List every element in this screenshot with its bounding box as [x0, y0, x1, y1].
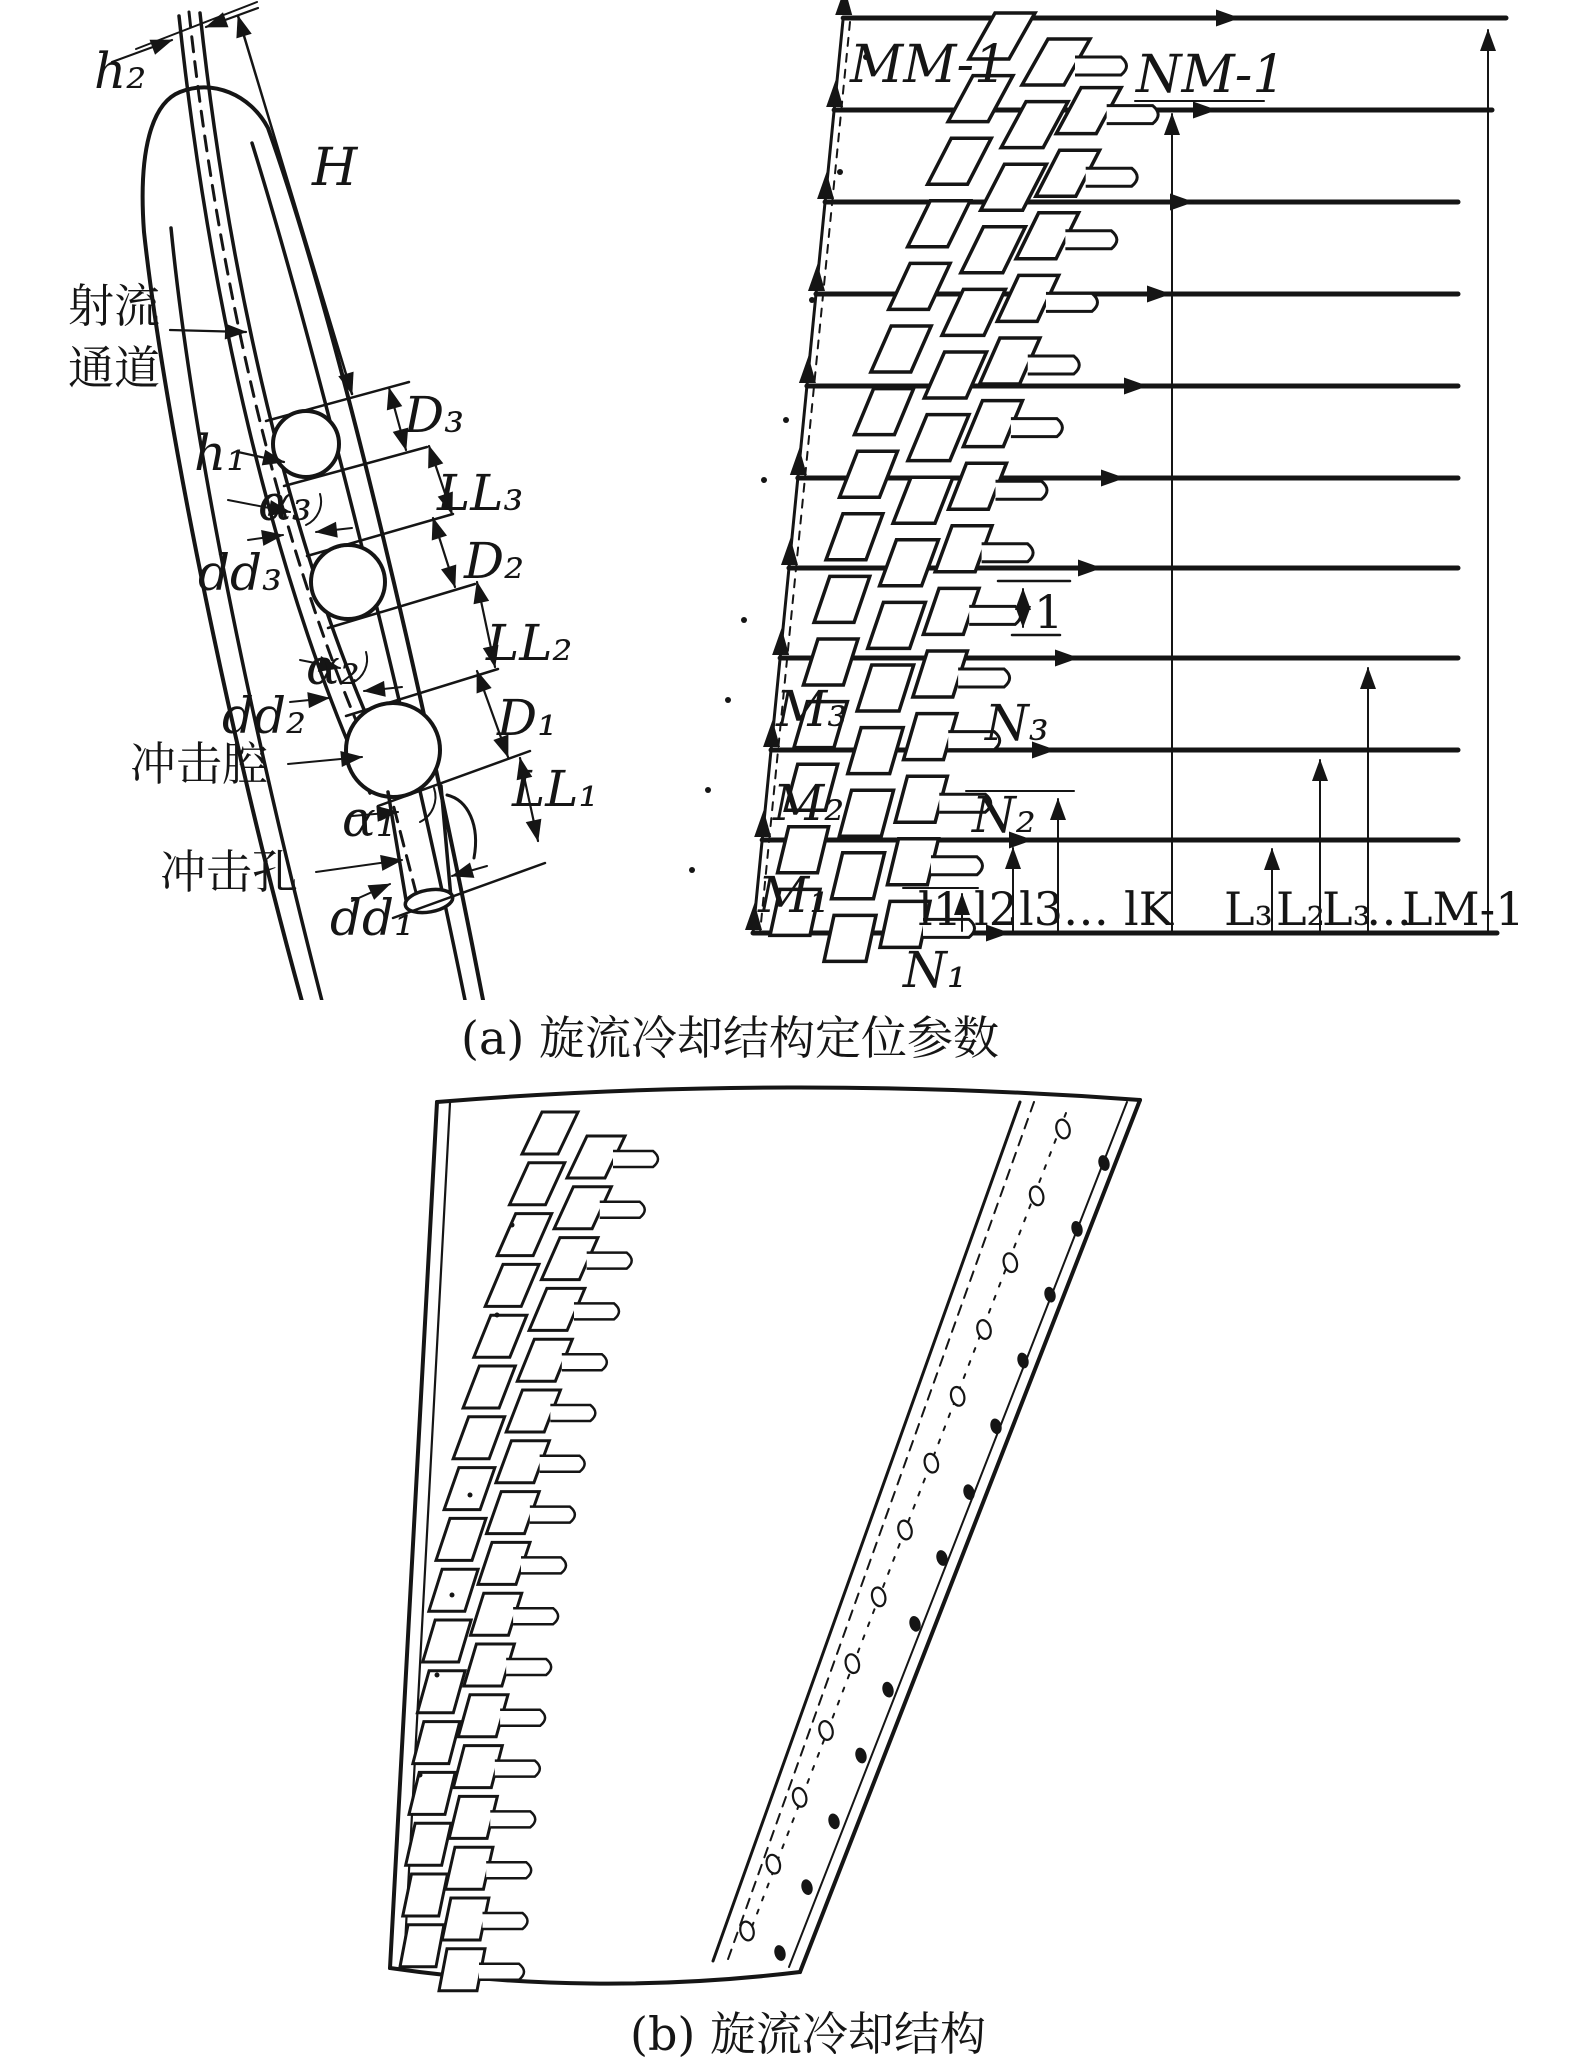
jet-channel-label-line1: 射流: [68, 279, 160, 333]
cooling-slot: [497, 1214, 552, 1256]
slot-columns-b: [400, 1112, 658, 1991]
cooling-slot: [400, 1925, 444, 1967]
flow-arrowhead: [1124, 378, 1148, 395]
film-hole-open: [870, 1586, 887, 1608]
cooling-slot: [961, 227, 1026, 273]
film-hole-filled: [854, 1746, 869, 1764]
speck-dot: [510, 1223, 515, 1228]
N1-label: N₁: [903, 941, 967, 999]
film-hole-filled: [989, 1417, 1004, 1435]
H-dimension-line: [238, 16, 352, 394]
cooling-slot: [831, 853, 884, 899]
cooling-slot: [423, 1620, 472, 1662]
speck-dot: [741, 617, 747, 623]
D2-label: D₂: [464, 532, 525, 590]
film-hole-open: [817, 1720, 834, 1742]
slot-tab: [482, 1913, 527, 1929]
cavity3-upper-tick: [266, 382, 409, 421]
LL2-label: LL₂: [486, 614, 573, 672]
cooling-slot: [814, 576, 870, 622]
D1-label: D₁: [497, 689, 558, 747]
slot-tab: [574, 1303, 619, 1319]
N3-label: N₃: [985, 694, 1049, 752]
film-band-dashed-line: [727, 1102, 1034, 1962]
film-hole-open: [765, 1853, 782, 1875]
cooling-slot: [463, 1366, 515, 1408]
film-hole-filled: [1097, 1154, 1112, 1172]
M3-label: M₃: [776, 680, 848, 738]
film-hole-filled: [773, 1944, 788, 1962]
slot-tab: [958, 669, 1010, 687]
slot-tab: [521, 1557, 566, 1573]
slot-tab: [506, 1659, 551, 1675]
slot-tab: [600, 1202, 645, 1218]
film-hole-filled: [800, 1878, 815, 1896]
cooling-slot: [403, 1874, 448, 1916]
L3b-label: L₃: [1322, 882, 1371, 936]
alpha2-label: α₂: [306, 638, 360, 696]
lK-label: lK: [1124, 882, 1174, 936]
LM1-label: LM-1: [1402, 882, 1525, 936]
cooling-slot: [429, 1569, 478, 1611]
axis-arrowhead: [790, 448, 807, 475]
speck-dot: [495, 1313, 500, 1318]
L3a-label: L₃: [1224, 882, 1273, 936]
blade-b-top-edge: [437, 1087, 1140, 1102]
film-hole-open: [1028, 1185, 1045, 1207]
impingement-hole-label: 冲击孔: [160, 845, 298, 899]
cooling-slot: [439, 1949, 485, 1991]
NM1-label: NM-1: [1136, 45, 1286, 105]
dd3-label: dd₃: [198, 544, 283, 602]
D3-label: D₃: [404, 386, 465, 444]
flow-arrowhead: [1216, 10, 1240, 27]
figure-a-svg: [0, 0, 1575, 1000]
cooling-slot: [924, 352, 986, 398]
speck-dot: [418, 1773, 423, 1778]
slot-tab: [1046, 293, 1098, 311]
cooling-slot: [442, 1898, 489, 1940]
speck-dot: [783, 417, 789, 423]
M2-label: M₂: [773, 774, 845, 832]
film-hole-filled: [1070, 1220, 1085, 1238]
speck-dot: [761, 477, 767, 483]
slot-tab: [500, 1710, 545, 1726]
axis-arrowhead: [817, 172, 834, 199]
cooling-slot: [436, 1518, 486, 1560]
cooling-slot: [444, 1468, 495, 1510]
alpha1-label: α₁: [342, 790, 396, 848]
cooling-slot: [871, 326, 931, 372]
blade-surface-3d: [390, 1087, 1140, 1990]
cooling-slot: [406, 1823, 452, 1865]
slot-tab: [1107, 106, 1159, 124]
cooling-slot: [928, 138, 992, 184]
slot-tab: [479, 1964, 524, 1980]
cooling-slot: [889, 263, 950, 309]
slot-tab: [996, 481, 1048, 499]
cooling-slot: [839, 790, 893, 836]
slot-tab: [513, 1608, 558, 1624]
cooling-slot: [908, 415, 969, 461]
cooling-slot: [409, 1772, 455, 1814]
cooling-slot: [509, 1163, 564, 1205]
cooling-slot: [417, 1671, 465, 1713]
film-hole-open: [896, 1519, 913, 1541]
impingement-cavity-1: [346, 703, 440, 797]
axis-arrowhead: [754, 810, 771, 837]
l3-label: l3: [1019, 882, 1063, 936]
cooling-slot: [868, 602, 926, 648]
film-hole-open: [791, 1786, 808, 1808]
film-band-left-line: [713, 1102, 1020, 1961]
dd2-label: dd₂: [222, 687, 307, 745]
film-hole-open: [949, 1385, 966, 1407]
alpha3-label: α₃: [258, 474, 312, 532]
cooling-slot: [824, 915, 876, 961]
h2-extension-line: [136, 2, 257, 49]
cooling-slot: [893, 477, 953, 523]
film-cooling-holes: [738, 1118, 1111, 1962]
slot-tab: [562, 1354, 607, 1370]
slot-tab: [931, 857, 983, 875]
slot-tab: [495, 1761, 540, 1777]
axis-arrowhead: [808, 264, 825, 291]
H-label: H: [312, 138, 358, 198]
cooling-slot: [449, 1796, 497, 1838]
impingement-cavity-2: [311, 545, 385, 619]
impingement-cavity-label: 冲击腔: [130, 737, 268, 791]
cooling-slot: [803, 639, 858, 685]
film-hole-open: [923, 1452, 940, 1474]
LL3-label: LL₃: [437, 464, 524, 522]
cooling-slot: [840, 451, 898, 497]
slot-tab: [613, 1151, 658, 1167]
slot-tab: [982, 544, 1033, 562]
cooling-slot: [857, 665, 914, 711]
speck-dot: [435, 1673, 440, 1678]
cooling-slot: [826, 514, 883, 560]
jet-channel-right-wall: [200, 13, 400, 788]
flow-arrowhead: [1147, 286, 1171, 303]
hole-leader: [316, 860, 402, 872]
axis-arrowhead: [772, 628, 789, 655]
jet-channel-leader: [170, 330, 246, 332]
axis-arrowhead: [799, 356, 816, 383]
speck-dot: [705, 787, 711, 793]
L2-label: L₂: [1276, 882, 1325, 936]
impingement-cavity-3: [273, 411, 339, 477]
h2-label: h₂: [94, 42, 147, 100]
dd1-label: dd₁: [330, 889, 415, 947]
speck-dot: [725, 697, 731, 703]
film-hole-filled: [827, 1812, 842, 1830]
slot-tab: [1065, 231, 1117, 249]
axis-arrowhead: [781, 538, 798, 565]
l1-label: l1: [918, 882, 962, 936]
cooling-slot: [445, 1847, 493, 1889]
slot-tab: [1028, 356, 1080, 374]
film-hole-filled: [881, 1681, 896, 1699]
speck-dot: [809, 297, 815, 303]
MM1-label: MM-1: [850, 35, 1008, 95]
h1-label: h₁: [194, 424, 247, 482]
figure-b-svg: [0, 1075, 1575, 1995]
cooling-slot: [413, 1722, 460, 1764]
figure-b-caption: (b) 旋流冷却结构: [630, 2007, 986, 2061]
LL1-label: LL₁: [512, 760, 599, 818]
speck-dot: [837, 169, 843, 175]
cooling-slot: [908, 201, 971, 247]
pitch-label: 1: [1034, 585, 1064, 639]
blade-b-right-edge: [800, 1100, 1140, 1972]
slot-tab: [1086, 168, 1138, 186]
axis-arrowhead: [826, 80, 843, 107]
D2-arrow: [433, 518, 455, 587]
speck-dot: [468, 1493, 473, 1498]
film-hole-open: [844, 1653, 861, 1675]
flow-arrowhead: [1101, 470, 1125, 487]
cooling-slot: [522, 1112, 578, 1154]
dd3-arrow-right: [316, 528, 352, 532]
cooling-slot: [453, 1417, 505, 1459]
slot-tab: [540, 1456, 585, 1472]
l2-label: l2: [974, 882, 1018, 936]
cooling-slot: [474, 1315, 527, 1357]
M1-label: M₁: [758, 866, 830, 924]
film-hole-open: [1002, 1252, 1019, 1274]
film-hole-open: [1054, 1118, 1071, 1140]
cooling-slot: [854, 389, 913, 435]
film-hole-open: [975, 1319, 992, 1341]
jet-channel-label-line2: 通道: [68, 341, 160, 395]
axis-arrowhead: [835, 0, 852, 15]
cooling-slot: [485, 1264, 539, 1306]
slot-tab: [969, 606, 1021, 624]
figure-a-caption: (a) 旋流冷却结构定位参数: [461, 1011, 999, 1065]
flow-arrowhead: [1055, 650, 1079, 667]
slot-tab: [1011, 419, 1063, 437]
N2-label: N₂: [972, 786, 1036, 844]
cooling-slot: [887, 839, 938, 885]
film-hole-filled: [962, 1483, 977, 1501]
cooling-slot: [848, 728, 903, 774]
slot-tab: [1075, 57, 1127, 75]
labels-left: [68, 42, 598, 947]
speck-dot: [689, 867, 695, 873]
L-ellipsis-label: …: [1366, 882, 1412, 936]
flow-arrowhead: [1170, 194, 1194, 211]
slot-tab: [587, 1253, 632, 1269]
slot-tab: [530, 1507, 575, 1523]
slot-tab: [486, 1862, 531, 1878]
flow-arrowhead: [1078, 560, 1102, 577]
l-ellipsis-label: …: [1063, 882, 1109, 936]
slot-tab: [490, 1811, 535, 1827]
speck-dot: [450, 1593, 455, 1598]
slot-tab: [550, 1405, 595, 1421]
cooling-slot: [880, 540, 939, 586]
